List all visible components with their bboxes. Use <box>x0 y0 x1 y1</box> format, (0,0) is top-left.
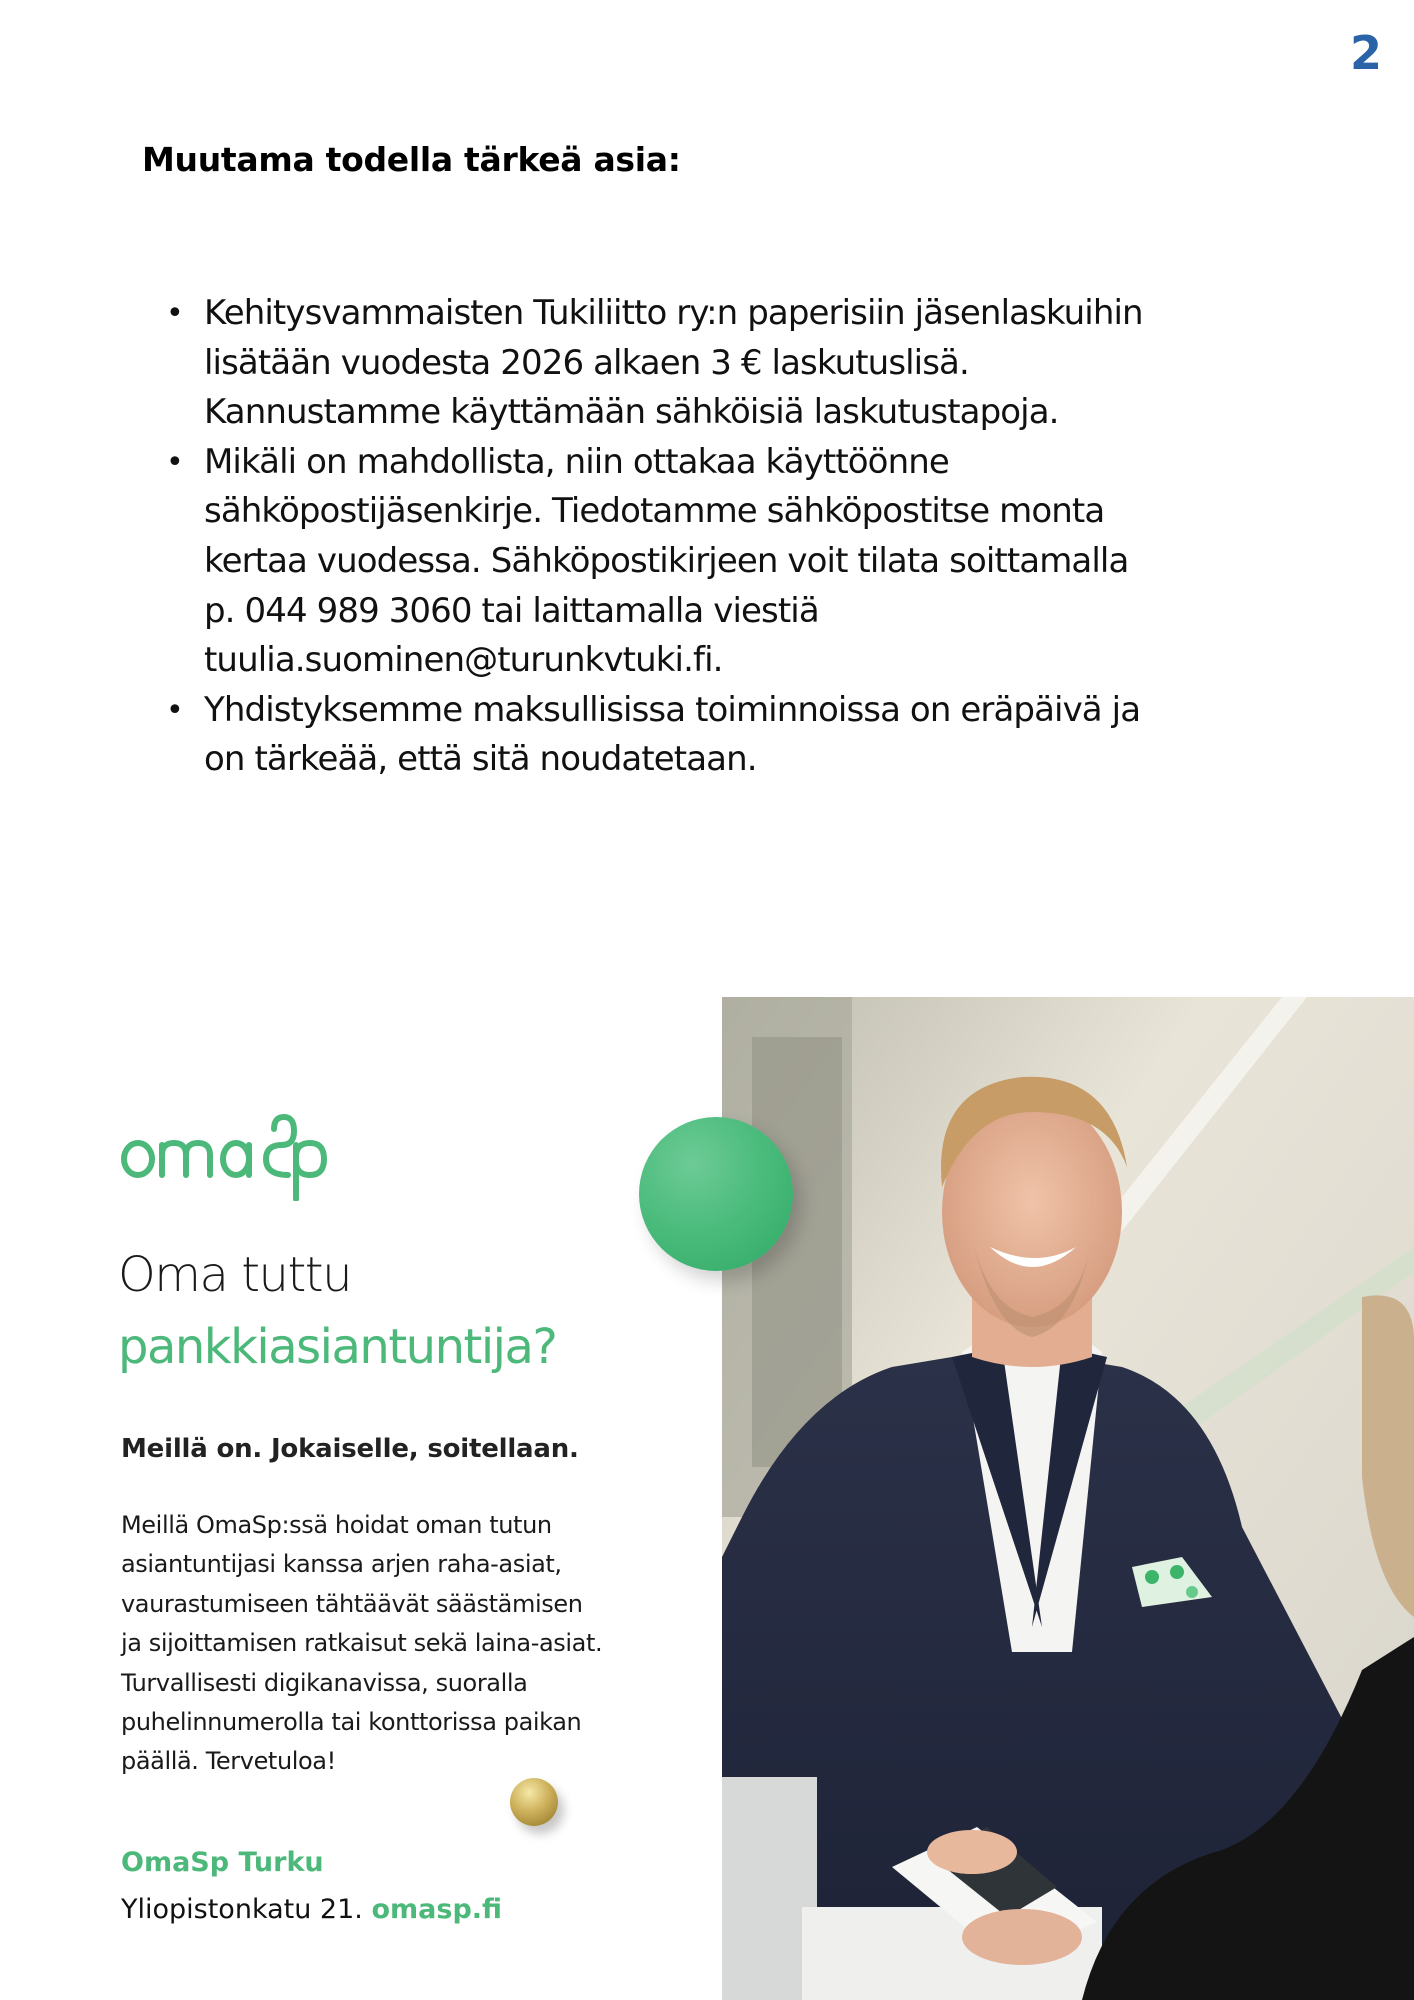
notice-line: sähköpostijäsenkirje. Tiedotamme sähköpostitse monta <box>204 491 1105 532</box>
ad-body-line: puhelinnumerolla tai konttorissa paikan <box>121 1708 582 1737</box>
notice-item <box>166 438 1284 686</box>
ad-subtitle: Meillä on. Jokaiselle, soitellaan. <box>121 1434 579 1464</box>
ad-body-line: vaurastumiseen tähtäävät säästämisen <box>121 1589 583 1618</box>
notice-line: Kehitysvammaisten Tukiliitto ry:n paperisiin jäsenlaskuihin <box>204 293 1143 333</box>
notice-list <box>160 289 1284 785</box>
website-link[interactable]: omasp.fi <box>371 1894 503 1925</box>
notice-item <box>166 686 1284 785</box>
ad-title-line1: Oma tuttu <box>118 1247 352 1303</box>
bullet-icon: • <box>166 296 183 331</box>
ad-title-line2: pankkiasiantuntija? <box>118 1319 557 1375</box>
ad-body-line: päällä. Tervetuloa! <box>121 1747 336 1776</box>
address-text: Yliopistonkatu 21. <box>121 1894 363 1925</box>
notice-item <box>166 289 1284 438</box>
notice-line: lisätään vuodesta 2026 alkaen 3 € laskutuslisä. <box>204 342 969 383</box>
omasp-advertisement <box>0 997 1414 2000</box>
branch-name: OmaSp Turku <box>121 1847 324 1878</box>
notice-line: Yhdistyksemme maksullisissa toiminnoissa on eräpäivä ja <box>204 689 1141 730</box>
gold-ball-decoration <box>510 1778 558 1826</box>
ad-body-line: Turvallisesti digikanavissa, suoralla <box>121 1668 528 1697</box>
notice-line: Mikäli on mahdollista, niin ottakaa käyttöönne <box>204 441 949 482</box>
advisor-photo <box>722 997 1414 2000</box>
bullet-icon: • <box>166 444 183 480</box>
ad-body-line: Meillä OmaSp:ssä hoidat oman tutun <box>121 1511 552 1539</box>
green-ball-decoration <box>639 1117 793 1271</box>
notice-line: Kannustamme käyttämään sähköisiä laskutustapoja. <box>204 392 1059 433</box>
ad-body-line: asiantuntijasi kanssa arjen raha-asiat, <box>121 1550 562 1579</box>
notice-line: p. 044 989 3060 tai laittamalla viestiä <box>204 590 819 631</box>
notice-email-line: tuulia.suominen@turunkvtuki.fi. <box>204 640 723 681</box>
branch-address <box>121 1894 502 1925</box>
notice-heading: Muutama todella tärkeä asia: <box>142 140 681 179</box>
bullet-icon: • <box>166 692 183 728</box>
photo-illustration <box>722 997 1414 2000</box>
ad-body-text <box>121 1506 641 1782</box>
notice-line: on tärkeää, että sitä noudatetaan. <box>204 739 757 780</box>
page-number: 2 <box>1349 26 1382 80</box>
ad-body-line: ja sijoittamisen ratkaisut sekä laina-asiat. <box>121 1629 603 1658</box>
notice-line: kertaa vuodessa. Sähköpostikirjeen voit tilata soittamalla <box>204 540 1129 581</box>
omasp-logo <box>120 1111 350 1201</box>
